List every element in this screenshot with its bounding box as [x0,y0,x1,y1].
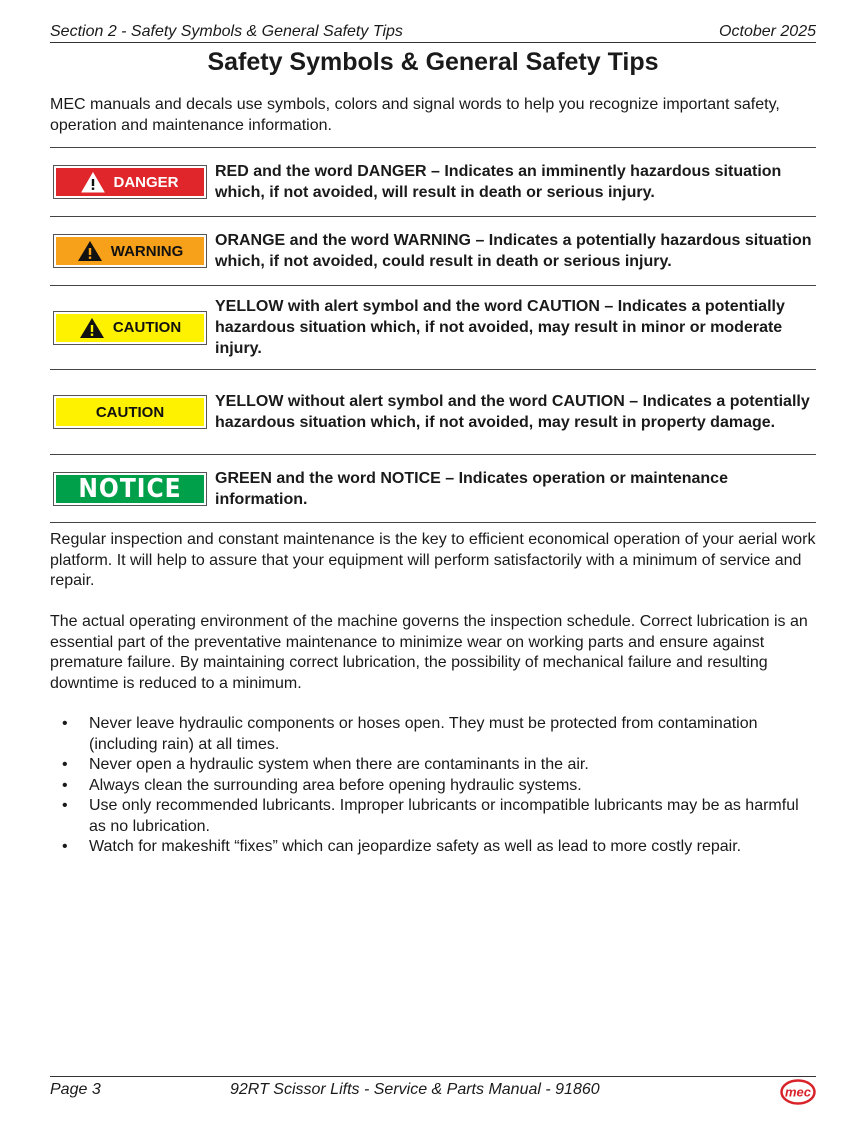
bullet-marker: • [62,715,68,732]
warning-sign [53,234,207,268]
bullet-marker: • [62,776,68,794]
intro-paragraph: MEC manuals and decals use symbols, colors and signal words to help you recognize important safety, operation and maintenance information. [50,96,780,134]
list-item [50,776,816,797]
warning-sign-label: WARNING [110,242,184,260]
caution-alert-sign-label: CAUTION [112,319,182,336]
inspection-paragraph: Regular inspection and constant maintenance is the key to efficient economical operation of your aerial work platform. It will help to assure that your equipment will perform satisfactorily with a minimum of service and repair. [50,531,816,589]
signal-row-caution-alert [50,285,816,369]
signal-row-danger [50,147,816,216]
signal-row-warning [50,216,816,285]
list-item [50,755,816,776]
signal-row-caution [50,369,816,454]
caution-alert-description: YELLOW with alert symbol and the word CAUTION – Indicates a potentially hazardous situation which, if not avoided, may result in minor or moderate injury. [215,298,785,357]
svg-text:mec: mec [784,1084,812,1100]
signal-word-table [50,147,816,523]
notice-sign [53,472,207,506]
danger-description: RED and the word DANGER – Indicates an imminently hazardous situation which, if not avoided, will result in death or serious injury. [215,163,782,201]
manual-page [50,0,816,1122]
lubrication-paragraph: The actual operating environment of the machine governs the inspection schedule. Correct lubrication is an essential part of the preventative maintenance to minimize wear on working parts and ensure against premature failure. By maintaining correct lubrication, the possibility of mechanical failure and resulting downtime is reduced to a minimum. [50,613,808,692]
caution-sign-label: CAUTION [95,403,165,421]
list-item [50,837,816,858]
danger-sign [53,165,207,199]
bullet-marker: • [62,797,68,814]
list-item-text: Always clean the surrounding area before opening hydraulic systems. [89,776,582,794]
header-date: October 2025 [719,23,816,40]
notice-sign-label: NOTICE [78,473,182,504]
footer-page-number: Page 3 [50,1081,101,1098]
caution-sign [53,395,207,429]
mec-logo [780,1079,816,1105]
signal-row-notice [50,454,816,523]
page-title: Safety Symbols & General Safety Tips [207,48,659,76]
list-item-text: Watch for makeshift “fixes” which can jeopardize safety as well as lead to more costly repair. [89,838,742,855]
page-header [50,22,816,43]
bullet-marker: • [62,838,68,855]
list-item-text: Use only recommended lubricants. Improper lubricants or incompatible lubricants may be as harmful as no lubrication. [89,797,799,835]
caution-description: YELLOW without alert symbol and the word CAUTION – Indicates a potentially hazardous situation which, if not avoided, may result in property damage. [215,393,810,431]
list-item-text: Never open a hydraulic system when there are contaminants in the air. [89,756,589,773]
alert-triangle-icon [77,240,103,262]
header-section: Section 2 - Safety Symbols & General Safety Tips [50,23,403,40]
list-item [50,714,816,755]
list-item-text: Never leave hydraulic components or hoses open. They must be protected from contamination (including rain) at all times. [89,715,758,753]
list-item [50,796,816,837]
warning-description: ORANGE and the word WARNING – Indicates a potentially hazardous situation which, if not avoided, could result in death or serious injury. [215,232,812,270]
bullet-marker: • [62,756,68,773]
alert-triangle-icon [79,317,105,339]
caution-alert-sign [53,311,207,345]
footer-manual-title: 92RT Scissor Lifts - Service & Parts Manual - 91860 [230,1081,600,1098]
hydraulic-tips-list [50,714,816,858]
alert-triangle-icon [81,172,105,193]
notice-description: GREEN and the word NOTICE – Indicates operation or maintenance information. [215,469,728,508]
danger-sign-label: DANGER [113,173,179,191]
page-footer [50,1076,816,1107]
